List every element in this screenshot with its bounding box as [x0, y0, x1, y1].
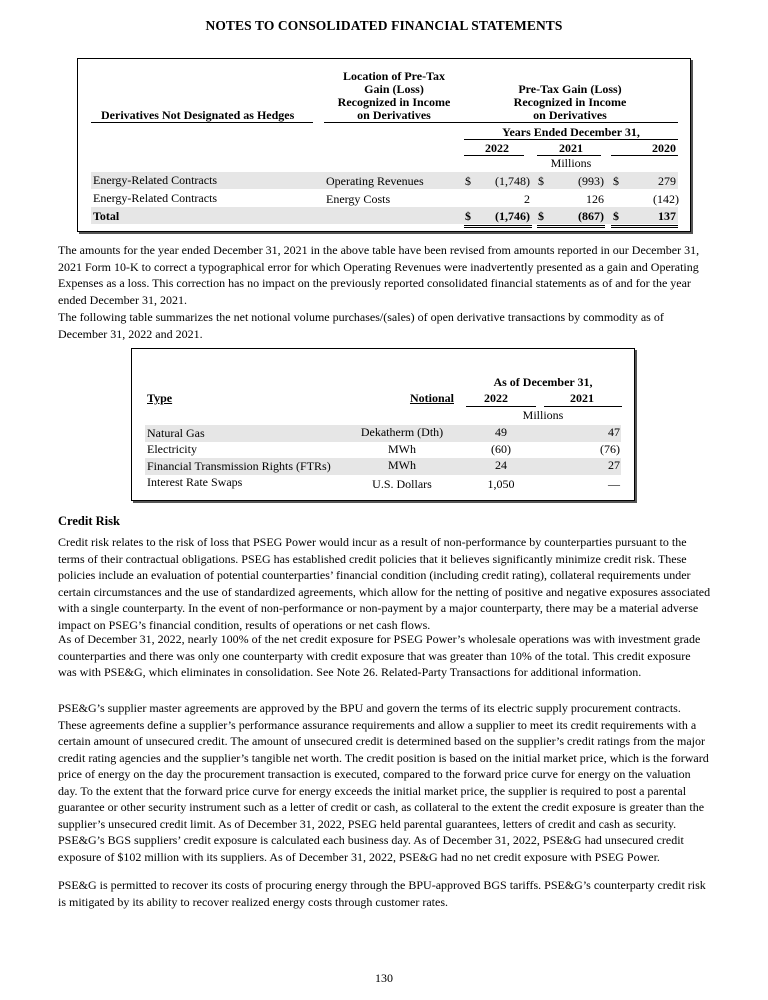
paragraph-text: PSE&G is permitted to recover its costs of procuring energy through the BPU-approved BGS tariffs. PSE&G’s counterparty credit risk is mitigated by its ability to recover realized energy costs through customer rates. — [58, 878, 706, 909]
year-2020: 2020 — [652, 141, 676, 155]
row-location: Energy Costs — [326, 192, 391, 206]
as-of-label: As of December 31, — [493, 375, 593, 389]
units-label: Millions — [550, 156, 592, 170]
row-location: Operating Revenues — [326, 174, 424, 188]
total-label: Total — [93, 209, 120, 223]
value-2022: (1,748) — [495, 174, 530, 188]
paragraph-text: The amounts for the year ended December 31, 2021 in the above table have been revised from amounts reported in our December 31, 2021 Form 10-K to correct a typographical error for which Operating Revenues were inadvertently presented as a gain and Operating Expenses as a loss. This correction has no impact on the previously reported consolidated financial statements as of and for the year ended December 31, 2021. — [58, 243, 700, 307]
year-2022: 2022 — [485, 141, 509, 155]
page-title: NOTES TO CONSOLIDATED FINANCIAL STATEMENTS — [205, 18, 563, 33]
paragraph-credit-exposure — [58, 631, 712, 681]
value-2021: 27 — [608, 458, 620, 472]
value-2021: (993) — [578, 174, 604, 188]
col-header-derivatives: Derivatives Not Designated as Hedges — [101, 108, 295, 122]
row-label: Energy-Related Contracts — [93, 173, 218, 187]
currency-symbol: $ — [538, 209, 544, 223]
value-2022: (60) — [491, 442, 511, 456]
currency-symbol: $ — [613, 209, 619, 223]
value-2022: 49 — [495, 425, 507, 439]
col-header-notional: Notional — [409, 391, 454, 405]
col-header-gain-line-3: on Derivatives — [533, 108, 607, 122]
col-header-type: Type — [147, 391, 173, 405]
col-header-location-line-3: Recognized in Income — [337, 95, 451, 109]
units-label: Millions — [522, 408, 564, 422]
col-header-gain-line-1: Pre-Tax Gain (Loss) — [518, 82, 622, 96]
paragraph-correction-note — [58, 242, 712, 308]
row-notional: U.S. Dollars — [372, 477, 432, 491]
row-type: Financial Transmission Rights (FTRs) — [147, 459, 331, 473]
page-number: 130 — [375, 971, 393, 985]
currency-symbol: $ — [465, 174, 471, 188]
paragraph-text: PSE&G’s supplier master agreements are approved by the BPU and govern the terms of its electric supply procurement contracts. These agreements define a supplier’s performance assurance requirements and allow a supplier to meet its credit requirements with a certain amount of unsecured credit. The amount of unsecured credit is determined based on the supplier’s credit ratings from the major credit rating agencies and the supplier’s tangible net worth. The credit position is based on the initial market price, which is the forward price of energy on the day the procurement transaction is executed, compared to the forward price curve for energy on the valuation day. To the extent that the forward price curve for energy exceeds the initial market price, the supplier is required to post a parental guarantee or other security instrument such as a letter of credit or cash, as collateral to the extent the credit exposure is greater than the supplier’s unsecured credit limit. As of December 31, 2022, PSEG held parental guarantees, letters of credit and cash as security. PSE&G’s BGS suppliers’ credit exposure is calculated each business day. As of December 31, 2022, PSE&G had unsecured credit exposure of $102 million with its suppliers. As of December 31, 2022, PSE&G had no net credit exposure with PSEG Power. — [58, 701, 709, 864]
row-type: Natural Gas — [147, 426, 205, 440]
row-notional: MWh — [388, 458, 416, 472]
row-type: Electricity — [147, 442, 197, 456]
row-notional: Dekatherm (Dth) — [360, 425, 444, 439]
col-header-location-line-1: Location of Pre-Tax — [343, 69, 445, 83]
row-type: Interest Rate Swaps — [147, 475, 243, 489]
paragraph-bgs-tariffs — [58, 877, 712, 910]
paragraph-text: The following table summarizes the net notional volume purchases/(sales) of open derivative transactions by commodity as of December 31, 2022 and 2021. — [58, 310, 664, 341]
col-header-location-line-4: on Derivatives — [357, 108, 431, 122]
currency-symbol: $ — [465, 209, 471, 223]
paragraph-text: As of December 31, 2022, nearly 100% of the net credit exposure for PSEG Power’s wholesale operations was with investment grade counterparties and there was only one counterparty with credit exposure that was greater than 10% of the total. This credit exposure was with PSE&G, which eliminates in consolidation. See Note 26. Related-Party Transactions for additional information. — [58, 632, 701, 679]
paragraph-notional-intro — [58, 309, 712, 342]
currency-symbol: $ — [538, 174, 544, 188]
paragraph-supplier-agreements — [58, 700, 712, 865]
total-2022: (1,746) — [495, 209, 530, 223]
value-2020: 279 — [658, 174, 676, 188]
year-2022: 2022 — [484, 391, 508, 405]
year-2021: 2021 — [559, 141, 583, 155]
row-notional: MWh — [388, 442, 416, 456]
value-2022: 24 — [495, 458, 507, 472]
value-2021: 126 — [586, 192, 604, 206]
value-2021: — — [608, 477, 620, 491]
value-2021: (76) — [600, 442, 620, 456]
col-header-location-line-2: Gain (Loss) — [364, 82, 424, 96]
total-2020: 137 — [658, 209, 676, 223]
value-2021: 47 — [608, 425, 620, 439]
row-label: Energy-Related Contracts — [93, 191, 218, 205]
paragraph-text: Credit risk relates to the risk of loss that PSEG Power would incur as a result of non-performance by counterparties pursuant to the terms of their contractual obligations. PSEG has established credit policies that it believes significantly minimize credit risk. These policies include an evaluation of potential counterparties’ financial condition (including credit rating), collateral requirements under certain circumstances and the use of standardized agreements, which allow for the netting of positive and negative exposures associated with a single counterparty. In the event of non-performance or non-payment by a major counterparty, there may be a material adverse impact on PSEG’s financial condition, results of operations or net cash flows. — [58, 535, 711, 632]
paragraph-credit-risk-definition — [58, 534, 712, 633]
notional-volume-table — [131, 348, 635, 501]
derivatives-gain-loss-table — [77, 58, 691, 232]
total-2021: (867) — [578, 209, 604, 223]
section-heading-credit-risk: Credit Risk — [58, 514, 120, 528]
value-2022: 1,050 — [487, 477, 515, 491]
currency-symbol: $ — [613, 174, 619, 188]
col-header-gain-line-2: Recognized in Income — [513, 95, 627, 109]
year-2021: 2021 — [570, 391, 594, 405]
years-ended-label: Years Ended December 31, — [502, 125, 640, 139]
value-2020: (142) — [653, 192, 679, 206]
value-2022: 2 — [524, 192, 530, 206]
